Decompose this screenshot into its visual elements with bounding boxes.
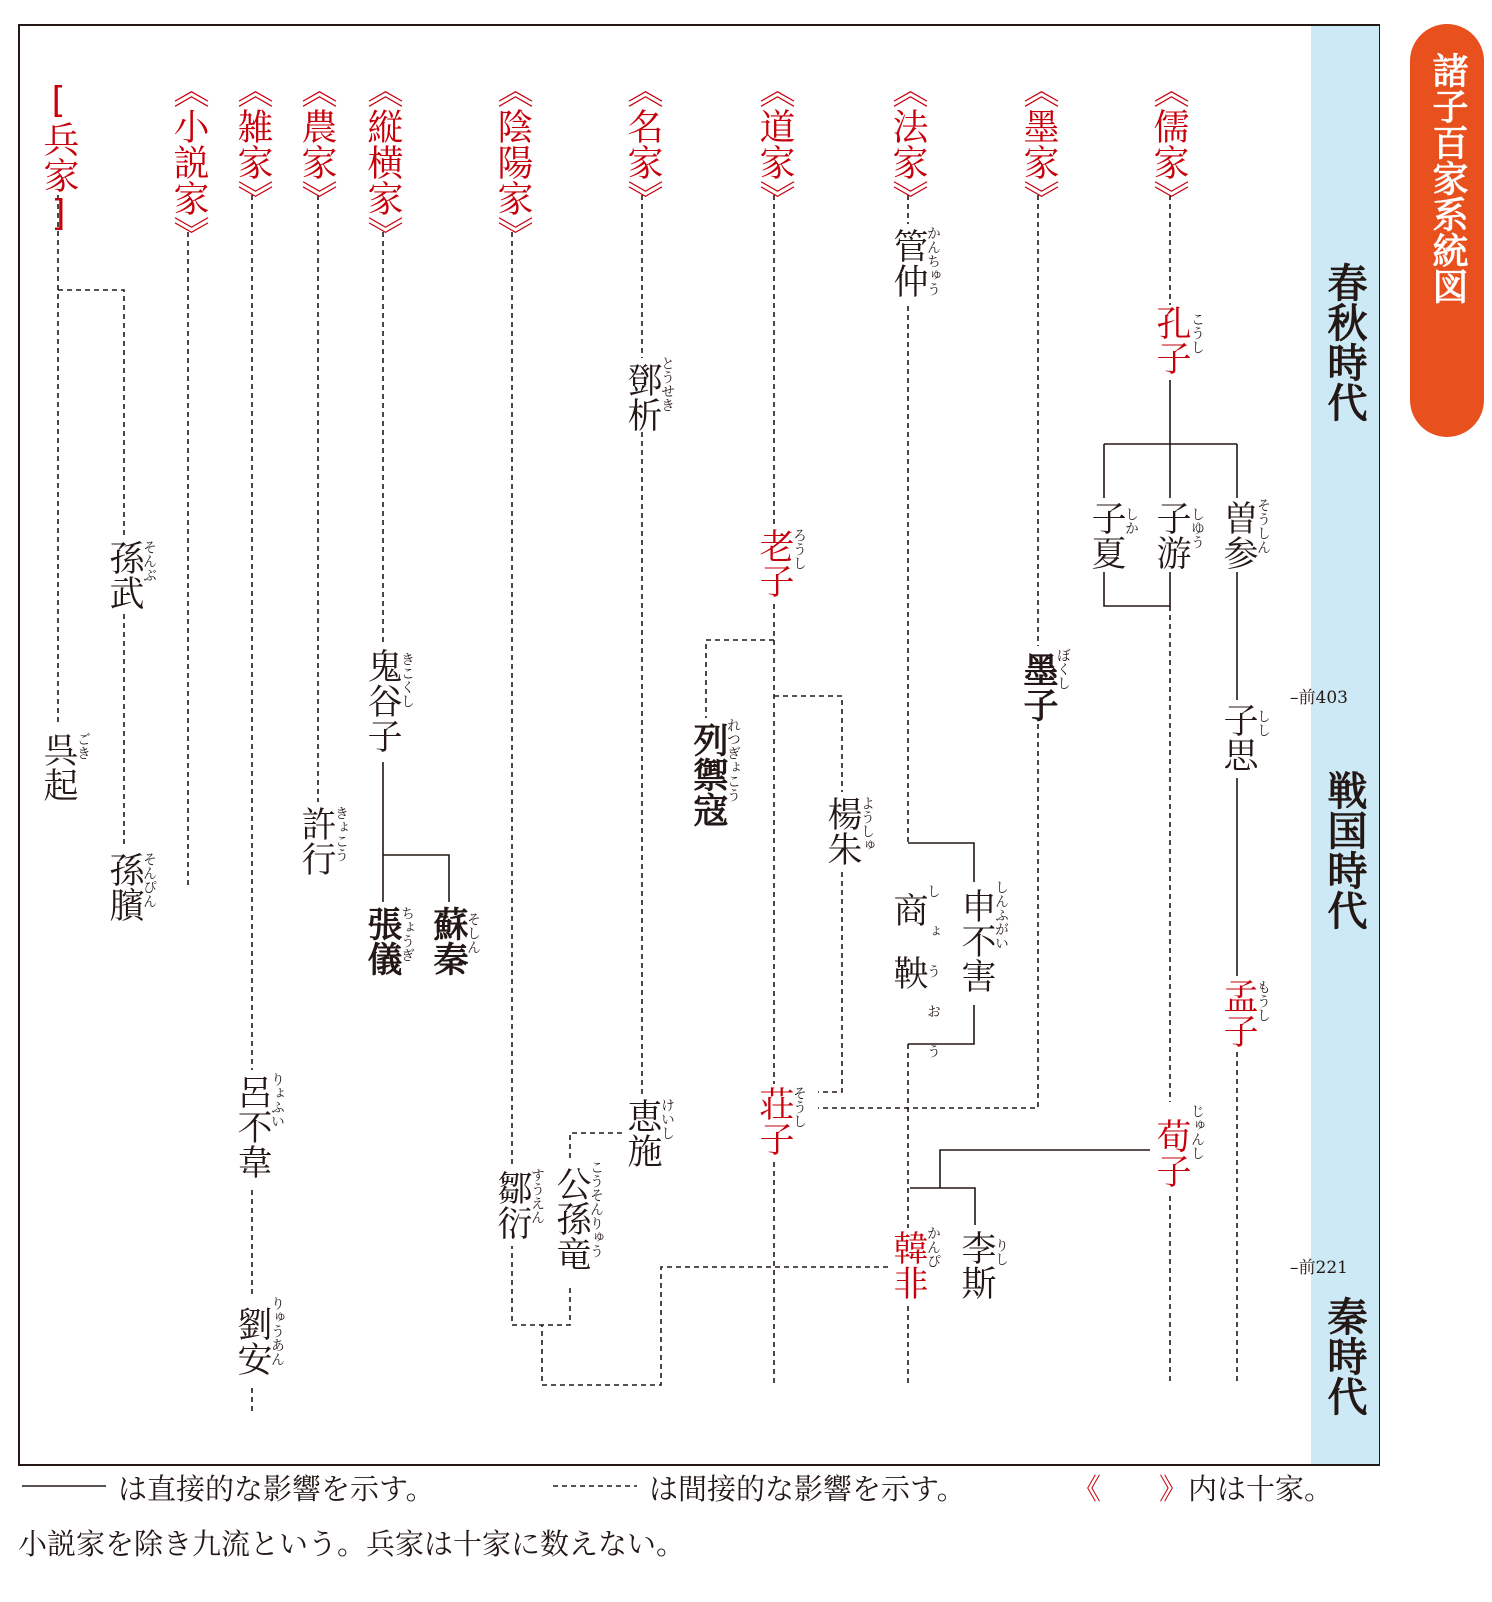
person-kanpi: 韓非 (888, 1230, 928, 1300)
person-ressi: 列禦寇 (688, 722, 728, 827)
ruby-soshin-juoka: そしん (465, 912, 481, 954)
person-ryofui: 呂不韋 (232, 1074, 272, 1179)
ruby-rishi: りし (993, 1238, 1009, 1266)
ruby-ryuan: りゅうあん (269, 1296, 285, 1366)
ruby-toseki: とうせき (659, 356, 675, 412)
person-shinfugai: 申不害 (956, 888, 996, 993)
ruby-ryofui: りょふい (269, 1072, 285, 1128)
edge-roshi-yoshu (774, 696, 842, 792)
edge-kikoku-sohshin (383, 855, 449, 902)
ruby-koshi: こうし (1189, 312, 1205, 354)
ruby-suen: すうえん (529, 1168, 545, 1224)
ruby-shishi: しし (1255, 709, 1271, 737)
school-hoka: 《法家》 (887, 72, 928, 216)
edge-kanpi-suen (542, 1267, 888, 1385)
ruby-kikokushi: きこくし (399, 652, 415, 708)
person-kyoko: 許行 (296, 806, 336, 876)
ruby-moshi: もうし (1255, 980, 1271, 1022)
legend-indirect: は間接的な影響を示す。 (649, 1472, 966, 1506)
school-bokka: 《墨家》 (1018, 72, 1059, 216)
ruby-soji: そうし (791, 1086, 807, 1128)
edge-heika-sonbu (58, 290, 124, 536)
ruby-shinfugai: しんふがい (993, 880, 1009, 950)
person-shika: 子夏 (1086, 500, 1126, 570)
edge-junshi-hanfei (940, 1150, 1150, 1188)
ruby-shika: しか (1123, 507, 1139, 535)
era-shunju: 春秋時代 (1321, 262, 1367, 422)
legend-note: 小説家を除き九流という。兵家は十家に数えない。 (18, 1527, 686, 1561)
person-kanchu: 管仲 (888, 228, 928, 298)
person-moshi: 孟子 (1218, 978, 1258, 1048)
person-bokushi: 墨子 (1018, 652, 1058, 722)
person-kikokushi: 鬼谷子 (362, 648, 402, 753)
edge-shika-shiyu (1104, 572, 1170, 606)
edge-shoo-bracket (908, 843, 974, 882)
diagram-title: 諸子百家系統図 (1427, 52, 1468, 304)
person-shoo: 商鞅 (888, 892, 928, 1018)
person-chogi: 張儀 (362, 906, 402, 976)
ruby-ressi: れつぎょこう (725, 718, 741, 802)
edge-yoshu-soji (818, 872, 842, 1092)
era-mark-403: –前403 (1290, 688, 1348, 708)
ruby-sonbu: そんぶ (141, 540, 157, 582)
legend-direct: は直接的な影響を示す。 (118, 1472, 435, 1506)
ruby-bokushi: ぼくし (1055, 648, 1071, 690)
ruby-sonpin: そんぴん (141, 852, 157, 908)
era-shin: 秦時代 (1321, 1296, 1367, 1416)
person-shiyu: 子游 (1151, 500, 1191, 570)
ruby-soshin: そうしん (1255, 498, 1271, 554)
ruby-chogi: ちょうぎ (399, 906, 415, 962)
school-inyoka: 《陰陽家》 (492, 72, 533, 252)
school-juoka: 《縦横家》 (362, 72, 403, 252)
person-kosonryu: 公孫竜 (551, 1166, 591, 1271)
person-roshi: 老子 (754, 528, 794, 598)
ruby-keishi: けいし (659, 1098, 675, 1140)
person-sonpin: 孫臏 (104, 852, 144, 922)
ruby-yoshu: ようしゅ (859, 796, 875, 852)
person-keishi: 恵施 (622, 1098, 662, 1168)
era-sengoku: 戦国時代 (1321, 770, 1367, 930)
school-shosetsuka: 《小説家》 (168, 72, 209, 252)
ruby-shiyu: しゆう (1189, 507, 1205, 549)
person-sonbu: 孫武 (104, 540, 144, 610)
person-yoshu: 楊朱 (822, 796, 862, 866)
school-noka: 《農家》 (296, 72, 337, 216)
ruby-goki: ごき (75, 732, 91, 760)
school-heika: [兵家] (38, 80, 79, 234)
person-goki: 呉起 (38, 732, 78, 802)
edge-hanfei-rishi (910, 1188, 975, 1225)
ruby-kyoko: きょこう (333, 806, 349, 862)
school-doka: 《道家》 (754, 72, 795, 216)
person-koshi: 孔子 (1151, 305, 1191, 375)
title-tab (1410, 24, 1484, 437)
school-jukka: 《儒家》 (1148, 72, 1189, 216)
person-soji: 荘子 (754, 1086, 794, 1156)
person-toseki: 鄧析 (622, 362, 662, 432)
person-rishi: 李斯 (956, 1230, 996, 1300)
ruby-shoo: しょうおう (925, 884, 941, 1084)
ruby-roshi: ろうし (791, 528, 807, 570)
ruby-junshi: じゅんし (1189, 1104, 1205, 1160)
person-soshin: 曽参 (1218, 500, 1258, 570)
school-zakka: 《雑家》 (232, 72, 273, 216)
school-meika: 《名家》 (622, 72, 663, 216)
legend-ten-schools: 《 》内は十家。 (1072, 1472, 1334, 1506)
person-ryuan: 劉安 (232, 1306, 272, 1376)
edge-roshi-ressi (706, 640, 774, 718)
ruby-kanpi: かんぴ (925, 1226, 941, 1268)
edge-keishi-kosonryu (570, 1133, 622, 1162)
person-suen: 鄒衍 (492, 1170, 532, 1240)
person-shishi: 子思 (1218, 702, 1258, 772)
person-junshi: 荀子 (1151, 1118, 1191, 1188)
era-mark-221: –前221 (1290, 1258, 1348, 1278)
person-soshin-juoka: 蘇秦 (428, 906, 468, 976)
ruby-kosonryu: こうそんりゅう (588, 1160, 604, 1258)
ruby-kanchu: かんちゅう (925, 226, 941, 296)
